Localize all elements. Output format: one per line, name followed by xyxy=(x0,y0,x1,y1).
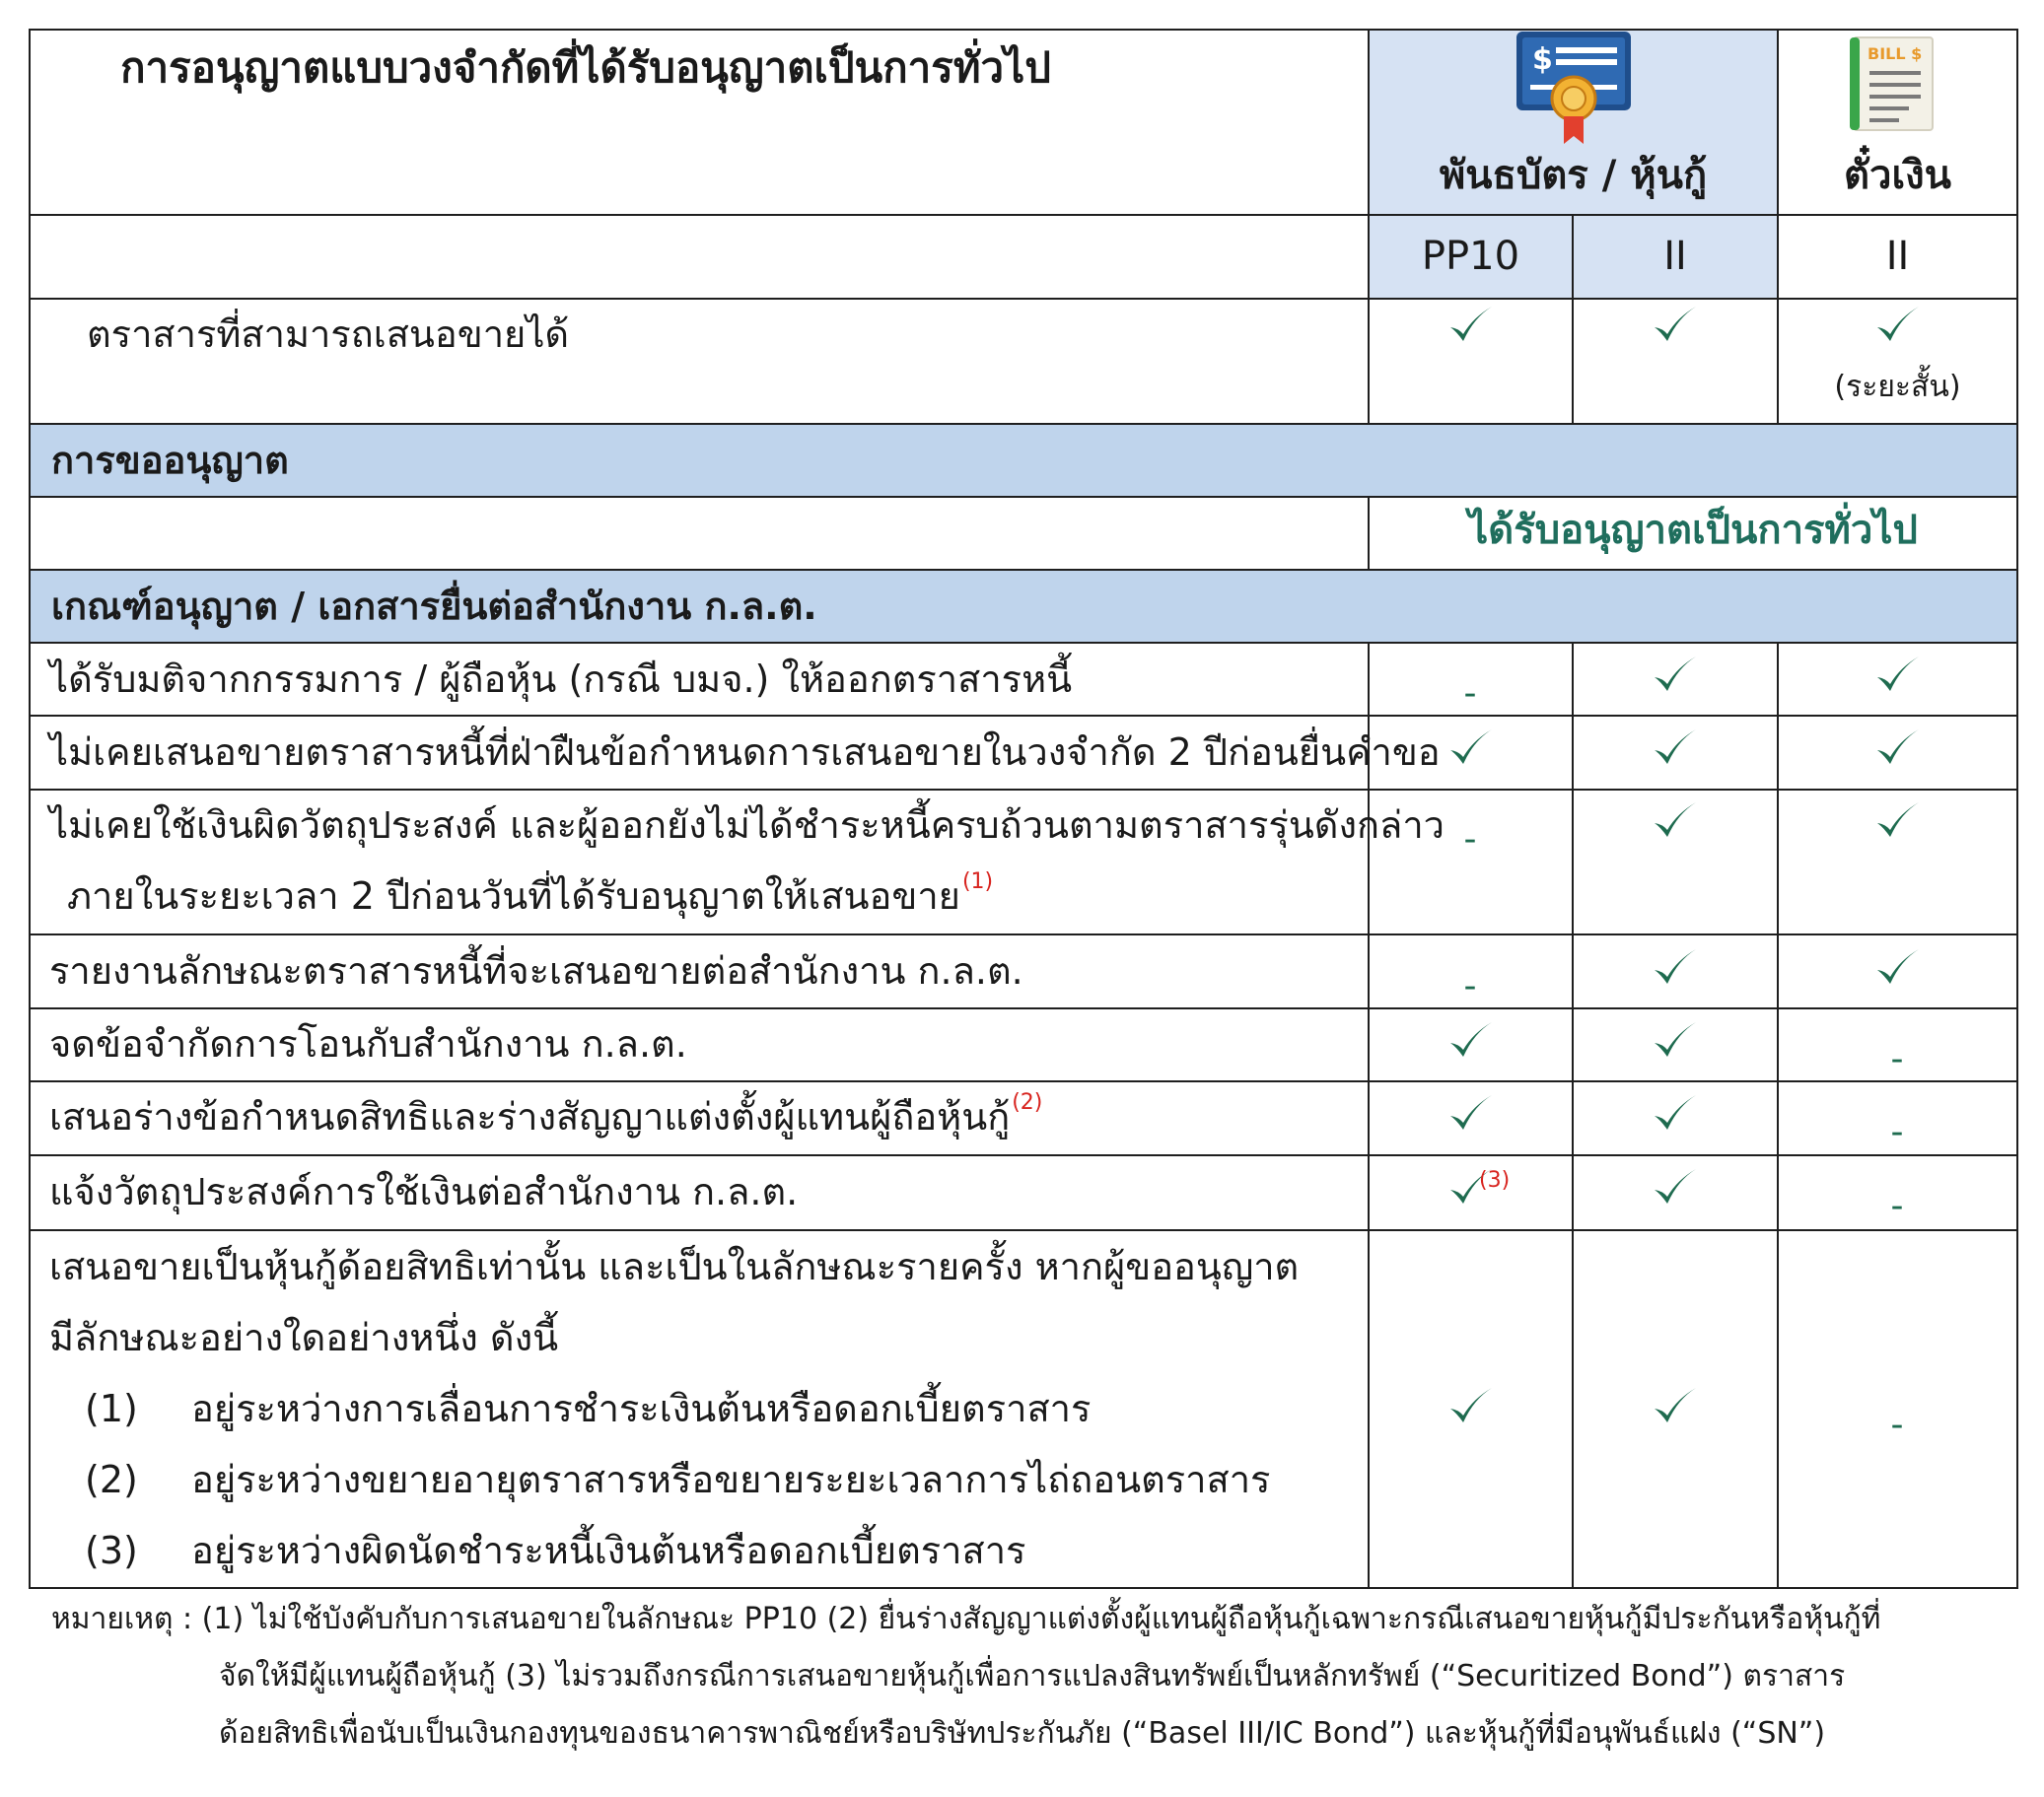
svg-text:BILL $: BILL $ xyxy=(1868,44,1923,63)
sub-header-ii-bill: II xyxy=(1885,234,1910,279)
criteria-row-4-ii-bond-check-icon xyxy=(1651,946,1698,990)
criteria-row-3-ii-bill-check-icon xyxy=(1873,799,1921,843)
criteria-row-2-text: ไม่เคยเสนอขายตราสารหนี้ที่ฝ่าฝืนข้อกำหนดการเสนอขายในวงจำกัด 2 ปีก่อนยื่นคำขอ xyxy=(49,730,1441,774)
page-title: การอนุญาตแบบวงจำกัดที่ได้รับอนุญาตเป็นการทั่วไป xyxy=(120,43,1051,92)
criteria-row-2-pp10-check-icon xyxy=(1446,726,1494,770)
criteria-row-8-item-1-text: อยู่ระหว่างการเลื่อนการชำระเงินต้นหรือดอกเบี้ยตราสาร xyxy=(191,1387,1092,1430)
criteria-row-8-pp10-check-icon xyxy=(1446,1385,1494,1428)
svg-text:$: $ xyxy=(1532,42,1553,77)
criteria-row-5-pp10-check-icon xyxy=(1446,1019,1494,1063)
criteria-row-8-item-3-text: อยู่ระหว่างผิดนัดชำระหนี้เงินต้นหรือดอกเบี้ยตราสาร xyxy=(191,1529,1026,1572)
instrument-pp10-check-icon xyxy=(1446,304,1494,347)
general-approval-text: ได้รับอนุญาตเป็นการทั่วไป xyxy=(1468,508,1918,553)
criteria-row-5-ii-bond-check-icon xyxy=(1651,1019,1698,1063)
section-criteria-title: เกณฑ์อนุญาต / เอกสารยื่นต่อสำนักงาน ก.ล.ต. xyxy=(51,585,817,628)
bond-column-header: พันธบัตร / หุ้นกู้ xyxy=(1439,153,1708,198)
criteria-row-2-ii-bond-check-icon xyxy=(1651,726,1698,770)
footnote-1-marker: (1) xyxy=(961,869,994,894)
criteria-row-8-text: เสนอขายเป็นหุ้นกู้ด้อยสิทธิเท่านั้น และเป็นในลักษณะรายครั้ง หากผู้ขออนุญาต xyxy=(49,1245,1300,1288)
criteria-row-8-item-2-text: อยู่ระหว่างขยายอายุตราสารหรือขยายระยะเวลาการไถ่ถอนตราสาร xyxy=(191,1458,1271,1501)
sub-header-ii-bond: II xyxy=(1663,234,1687,279)
criteria-row-6-ii-bond-check-icon xyxy=(1651,1092,1698,1136)
criteria-row-8-item-3-num: (3) xyxy=(85,1529,138,1572)
sub-header-pp10: PP10 xyxy=(1421,234,1520,279)
criteria-row-8-item-2-num: (2) xyxy=(85,1458,138,1501)
criteria-row-5-text: จดข้อจำกัดการโอนกับสำนักงาน ก.ล.ต. xyxy=(49,1022,687,1066)
criteria-row-4-pp10-dash: - xyxy=(1463,966,1477,1006)
note-line-1: หมายเหตุ : (1) ไม่ใช้บังคับกับการเสนอขายในลักษณะ PP10 (2) ยื่นร่างสัญญาแต่งตั้งผู้แทนผู้ถือหุ้นกู้เฉพาะกรณีเสนอขายหุ้นกู้มีประกันหรือหุ้นกู้ที่ xyxy=(51,1602,1881,1636)
criteria-row-5-ii-bill-dash: - xyxy=(1890,1039,1904,1079)
criteria-row-3-ii-bond-check-icon xyxy=(1651,799,1698,843)
criteria-row-8-text-line2: มีลักษณะอย่างใดอย่างหนึ่ง ดังนี้ xyxy=(49,1316,559,1359)
criteria-row-6-pp10-check-icon xyxy=(1446,1092,1494,1136)
criteria-row-1-ii-bond-check-icon xyxy=(1651,654,1698,697)
criteria-row-1-pp10-dash: - xyxy=(1463,673,1477,714)
criteria-row-8-ii-bond-check-icon xyxy=(1651,1385,1698,1428)
section-apply-title: การขออนุญาต xyxy=(51,439,289,482)
section-apply-bg xyxy=(30,424,2017,497)
note-line-3: ด้อยสิทธิเพื่อนับเป็นเงินกองทุนของธนาคารพาณิชย์หรือบริษัทประกันภัย (“Basel III/IC Bond”) และหุ้นกู้ที่มีอนุพันธ์แฝง (“SN”) xyxy=(219,1716,1826,1751)
bill-column-header: ตั๋วเงิน xyxy=(1844,153,1951,198)
note-line-2: จัดให้มีผู้แทนผู้ถือหุ้นกู้ (3) ไม่รวมถึงกรณีการเสนอขายหุ้นกู้เพื่อการแปลงสินทรัพย์เป็นหลักทรัพย์ (“Securitized Bond”) ตราสาร xyxy=(219,1659,1846,1693)
criteria-row-3-pp10-dash: - xyxy=(1463,819,1477,860)
criteria-row-2-ii-bill-check-icon xyxy=(1873,726,1921,770)
bill-icon xyxy=(1850,34,1938,134)
criteria-row-8-ii-bill-dash: - xyxy=(1890,1405,1904,1445)
criteria-row-3-text-line2: ภายในระยะเวลา 2 ปีก่อนวันที่ได้รับอนุญาตให้เสนอขาย$^{(1)}$ xyxy=(67,869,994,918)
criteria-row-7-ii-bill-dash: - xyxy=(1890,1186,1904,1226)
instrument-ii-bond-check-icon xyxy=(1651,304,1698,347)
instrument-ii-bill-check-icon xyxy=(1873,304,1921,347)
instrument-row-label: ตราสารที่สามารถเสนอขายได้ xyxy=(87,312,570,356)
criteria-row-6-text: เสนอร่างข้อกำหนดสิทธิและร่างสัญญาแต่งตั้งผู้แทนผู้ถือหุ้นกู้$^{(2)}$ xyxy=(49,1090,1043,1139)
criteria-row-3-text: ไม่เคยใช้เงินผิดวัตถุประสงค์ และผู้ออกยังไม่ได้ชำระหนี้ครบถ้วนตามตราสารรุ่นดังกล่าว xyxy=(49,803,1445,847)
criteria-row-6-ii-bill-dash: - xyxy=(1890,1112,1904,1152)
criteria-row-1-ii-bill-check-icon xyxy=(1873,654,1921,697)
criteria-row-4-ii-bill-check-icon xyxy=(1873,946,1921,990)
bill-short-term-note: (ระยะสั้น) xyxy=(1834,370,1961,404)
criteria-row-4-text: รายงานลักษณะตราสารหนี้ที่จะเสนอขายต่อสำนักงาน ก.ล.ต. xyxy=(49,949,1023,993)
bond-certificate-icon xyxy=(1513,30,1635,146)
criteria-row-7-ii-bond-check-icon xyxy=(1651,1166,1698,1210)
footnote-3-marker: (3) xyxy=(1479,1168,1511,1193)
footnote-2-marker: (2) xyxy=(1012,1090,1043,1115)
criteria-row-1-text: ได้รับมติจากกรรมการ / ผู้ถือหุ้น (กรณี บมจ.) ให้ออกตราสารหนี้ xyxy=(49,657,1073,701)
criteria-row-7-text: แจ้งวัตถุประสงค์การใช้เงินต่อสำนักงาน ก.ล.ต. xyxy=(49,1170,799,1213)
criteria-row-8-item-1-num: (1) xyxy=(85,1387,138,1430)
